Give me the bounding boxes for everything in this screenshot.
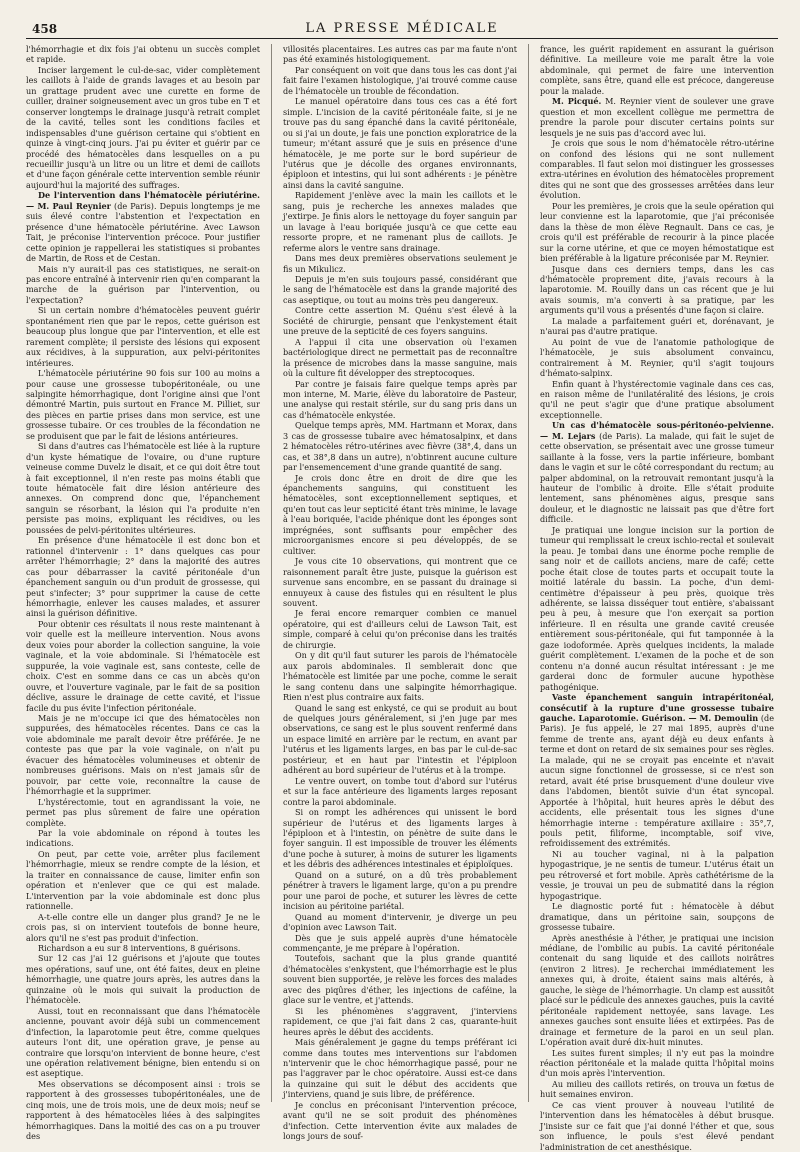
journal-page (26, 20, 778, 1152)
body-paragraph (540, 525, 774, 692)
text-column-1 (26, 44, 261, 1142)
paragraph-text: Aussi, tout en reconnaissant que dans l'hématocèle ancienne, pouvant avoir déjà subi un commencement d'infection, la laparotomie peut être, comme quelques auteurs l'ont dit, une opération grave, je pense au contraire que lorsqu'on intervient de bonne heure, c'est une opération relativement bénigne, bien entendu si on est aseptique. (26, 1005, 260, 1079)
paragraph-text: Quand le sang est enkysté, ce qui se produit au bout de quelques jours généralement, si j'en juge par mes observations, ce sang est le plus souvent renfermé dans un espace limité en arrière par le rectum, en avant par l'utérus et les ligaments larges, en bas par le cul-de-sac postérieur, et en haut par l'intestin et l'épiploon adhérent au bord supérieur de l'utérus et à la trompe. (283, 702, 517, 776)
paragraph-text: Si on rompt les adhérences qui unissent le bord supérieur de l'utérus et des ligaments larges à l'épiploon et à l'intestin, on pénètre de suite dans le foyer sanguin. Il est impossible de trouver les éléments d'une poche à suturer, à moins de suturer les ligaments et les débris des adhérences intestinales et épiploïques. (283, 807, 517, 870)
paragraph-text: Les suites furent simples; il n'y eut pas la moindre réaction péritonéale et la malade quitta l'hôpital moins d'un mois après l'intervention. (540, 1047, 774, 1079)
paragraph-text: Mes observations se décomposent ainsi : trois se rapportent à des grossesses tubopéritonéales, une de cinq mois, une de trois mois, une de deux mois; neuf se rapportent à des hématocèles liées à des salpingites hémorrhagiques. Dans la moitié des cas on a pu trouver des (26, 1078, 260, 1142)
body-paragraph (26, 619, 260, 713)
paragraph-text: Par contre je faisais faire quelque temps après par mon interne, M. Marie, élève du laboratoire de Pasteur, une analyse qui restait stérile, sur du sang pris dans un cas d'hématocèle enkystée. (283, 378, 517, 420)
section-paragraph (540, 692, 774, 849)
body-paragraph (540, 1079, 774, 1100)
page-header (26, 20, 778, 40)
paragraph-text: Je crois que sous le nom d'hématocèle rétro-utérine on confond des lésions qui ne sont nullement comparables. Il faut selon moi distinguer les grossesses extra-utérines en évolution des hématocèles proprement dites qui ne sont que des grossesses arrêtées dans leur évolution. (540, 138, 774, 201)
paragraph-text: Contre cette assertion M. Quénu s'est élevé à la Société de chirurgie, pensant que l'enkystement était une preuve de la septicité de ces foyers sanguins. (283, 305, 517, 337)
body-paragraph (283, 190, 517, 253)
paragraph-text: Je crois donc être en droit de dire que les épanchements sanguins, qui constituent les hématocèles, sont exceptionnellement septiques, et qu'en tout cas leur septicité étant très minime, le lavage à l'eau boriquée, l'acide phénique dont les éponges sont imprégnées, sont suffisants pour empêcher des microorganismes encore si peu développés, de se cultiver. (283, 472, 517, 556)
paragraph-text: Après anesthésie à l'éther, je pratiquai une incision médiane, de l'ombilic au pubis. La cavité péritonéale contenait du sang liquide et des caillots noirâtres (environ 2 litres). Je recherchai immédiatement les annexes qui, à droite, étaient sains mais altérés, à gauche, le siège de l'hémorrhagie. Un clamp est aussitôt placé sur le pédicule des annexes gauches, puis la cavité péritonéale rapidement nettoyée, sans lavage. Les annexes gauches sont ensuite liées et extirpées. Pas de drainage et fermeture de la paroi en un seul plan. L'opération avait duré dix-huit minutes. (540, 932, 774, 1048)
paragraph-text: Ni au toucher vaginal, ni à la palpation hypogastrique, je ne sentis de tumeur. L'utérus était un peu rétroversé et fort mobile. Après cathétérisme de la vessie, je trouvai un peu de submatité dans la région hypogastrique. (540, 848, 774, 901)
paragraph-text: Au point de vue de l'anatomie pathologique de l'hématocèle, je suis absolument convaincu, contrairement à M. Reynier, qu'il s'agit toujours d'hémato-salpinx. (540, 336, 774, 379)
paragraph-text: M. Reynier vient de soulever une grave question et mon excellent collègue me permettra de prendre la parole pour discuter certains points sur lesquels je ne suis pas d'accord avec lui. (540, 96, 774, 138)
body-paragraph (540, 379, 774, 421)
paragraph-text: Ce cas vient prouver à nouveau l'utilité de l'intervention dans les hématocèles à début brusque. J'insiste sur ce fait que j'ai donné l'éther et que, sous son influence, le pouls s'est élevé pendant l'administration de cet anesthésique. (540, 1099, 774, 1152)
paragraph-text: Mais généralement je gagne du temps préférant ici comme dans toutes mes interventions sur l'abdomen n'intervenir que le choc hémorrhagique passé, pour ne pas l'aggraver par le choc opératoire. Aussi est-ce dans la quinzaine qui suit le début des accidents que j'interviens, quand je suis libre, de préférence. (283, 1037, 517, 1100)
header-rule (26, 38, 778, 39)
body-paragraph (540, 138, 774, 201)
paragraph-text: Sur 12 cas j'ai 12 guérisons et j'ajoute que toutes mes opérations, sauf une, ont été faites, deux en pleine hémorrhagie, une quatre jours après, les autres dans la quinzaine où le mois qui suivait la production de l'hématocèle. (26, 953, 260, 1006)
body-paragraph (283, 608, 517, 650)
paragraph-text: Si dans d'autres cas l'hématocèle est liée à la rupture d'un kyste hématique de l'ovaire, ou d'une rupture veineuse comme Duvelz le disait, et ce qui doit être tout à fait exceptionnel, il n'en reste pas moins établi que toute hématocèle fait dire lésion antérieure des annexes. On comprend donc que, l'épanchement sanguin se résorbant, la lésion qui l'a produite n'en persiste pas moins, expliquant les récidives, ou les poussées de pelvi-péritonites ultérieures. (26, 441, 260, 535)
paragraph-text: On y dit qu'il faut suturer les parois de l'hématocèle aux parois abdominales. Il semblerait donc que l'hématocèle est limitée par une poche, comme le serait le sang contenu dans une salpingite hémorrhagique. Rien n'est plus contraire aux faits. (283, 650, 517, 703)
paragraph-text: Pour obtenir ces résultats il nous reste maintenant à voir quelle est la meilleure intervention. Nous avons deux voies pour aborder la collection sanguine, la voie vaginale, et la voie abdominale. Si l'hématocèle est suppurée, la voie vaginale est, sans conteste, celle de choix. C'est en somme dans ce cas un abcès qu'on ouvre, et l'ouverture vaginale, par le fait de sa position déclive, assure le drainage de cette cavité, et l'issue facile du pus évite l'infection péritonéale. (26, 618, 260, 713)
paragraph-text: Je ferai encore remarquer combien ce manuel opératoire, qui est d'ailleurs celui de Lawson Tait, est simple, comparé à celui qu'on préconise dans les traités de chirurgie. (283, 608, 517, 650)
body-paragraph (283, 556, 517, 608)
paragraph-text: Je conclus en préconisant l'intervention précoce, avant qu'il ne se soit produit des phénomènes d'infection. Cette intervention évite aux malades de longs jours de souf- (283, 1099, 517, 1142)
section-paragraph (540, 420, 774, 525)
body-paragraph (26, 912, 260, 943)
journal-title: LA PRESSE MÉDICALE (305, 21, 499, 36)
column-divider (271, 44, 272, 1102)
paragraph-text: Pour les premières, je crois que la seule opération qui leur convienne est la laparotomie, que j'ai préconisée dans la thèse de mon élève Regnault. Dans ce cas, je crois qu'il est préférable de recourir à la pince placée sur la corne utérine, et que ce moyen hémostatique est bien préférable à la ligature préconisée par M. Reynier. (540, 200, 774, 264)
body-paragraph (283, 473, 517, 557)
paragraph-text: Le diagnostic porté fut : hématocèle à début dramatique, dans un péritoine sain, soupçons de grossesse tubaire. (540, 901, 774, 933)
body-paragraph (26, 305, 260, 368)
body-paragraph (283, 96, 517, 190)
paragraph-text: Le manuel opératoire dans tous ces cas a été fort simple. L'incision de la cavité péritonéale faite, si je ne trouve pas du sang épanché dans la cavité péritonéale, ou si j'ai un doute, je fais une ponction exploratrice de la tumeur; m'étant assuré que je suis en présence d'une hématocèle, je me porte sur le bord supérieur de l'utérus que je décolle des organes environnants, épiploon et intestins, qui lui sont adhérents : je pénètre ainsi dans la cavité sanguine. (283, 96, 517, 190)
section-heading: Vaste épanchement sanguin intrapéritonéal, consécutif à la rupture d'une grossesse tubaire gauche. Laparotomie. Guérison. — M. Demoulin (540, 692, 774, 723)
section-paragraph (26, 190, 260, 263)
body-paragraph (283, 253, 517, 274)
paragraph-text: Toutefois, sachant que la plus grande quantité d'hématocèles s'enkystent, que l'hémorrhagie est le plus souvent bien supportée, je relève les forces des malades avec des piqûres d'éther, les injections de caféine, la glace sur le ventre, et j'attends. (283, 953, 517, 1006)
paragraph-text: En présence d'une hématocèle il est donc bon et rationnel d'intervenir : 1° dans quelques cas pour arrêter l'hémorrhagie; 2° dans la majorité des autres cas pour débarrasser la cavité péritonéale d'un épanchement sanguin ou d'un produit de grossesse, qui peut s'infecter; 3° pour supprimer la cause de cette hémorrhagie, enlever les causes malades, et assurer ainsi la guérison définitive. (26, 535, 260, 619)
body-paragraph (283, 1006, 517, 1037)
paragraph-text: france, les guérit rapidement en assurant la guérison définitive. La meilleure voie me paraît être la voie abdominale, qui permet de faire une intervention complète, sans être, quand elle est précoce, dangereuse pour la malade. (540, 44, 774, 96)
paragraph-text: L'hématocèle périutérine 90 fois sur 100 au moins a pour cause une grossesse tubopéritonéale, ou une salpingite hémorrhagique, dont l'origine ainsi que l'ont démontré Martin, puis surtout en France M. Pilliet, sur des pièces en partie prises dans mon service, est une grossesse tubaire. Or ces troubles de la fécondation ne se produisent que par le fait de lésions antérieures. (26, 368, 260, 441)
paragraph-text: A l'appui il cita une observation où l'examen bactériologique direct ne permettait pas de reconnaître la présence de microbes dans la masse sanguine, mais où la culture fit développer des streptocoques. (283, 336, 517, 379)
column-divider (528, 44, 529, 1102)
body-paragraph (283, 933, 517, 954)
body-paragraph (26, 65, 260, 190)
paragraph-text: villosités placentaires. Les autres cas par ma faute n'ont pas été examinés histologiquement. (283, 44, 517, 65)
body-paragraph (26, 797, 260, 828)
body-paragraph (283, 337, 517, 379)
paragraph-text: (de Paris). Je fus appelé, le 27 mai 1895, auprès d'une femme de trente ans, ayant déjà eu deux enfants à terme et dont on retard de six semaines pour ses règles. La malade, qui ne se croyait pas enceinte et n'avait aucun signe fonctionnel de grossesse, si ce n'est son retard, avait été prise brusquement d'une douleur vive dans l'abdomen, bientôt suivie d'un état syncopal. Apportée à l'hôpital, huit heures après le début des accidents, elle présentait tous les signes d'une hémorrhagie interne : température axillaire : 35°,7, pouls petit, filiforme, incomptable, soif vive, refroidissement des extrémités. (540, 713, 775, 849)
body-paragraph (26, 1006, 260, 1079)
body-paragraph (26, 44, 260, 65)
paragraph-text: Quelque temps après, MM. Hartmann et Morax, dans 3 cas de grossesse tubaire avec hématosalpinx, et dans 2 hématocèles rétro-utérines avec fièvre (38°,4, dans un cas, et 38°,8 dans un autre), n'obtinrent aucune culture par l'ensemencement d'une grande quantité de sang. (283, 420, 517, 473)
paragraph-text: La malade a parfaitement guéri et, dorénavant, je n'aurai pas d'autre pratique. (540, 315, 774, 337)
body-paragraph (283, 274, 517, 305)
body-paragraph (540, 264, 774, 316)
paragraph-text: L'hystérectomie, tout en agrandissant la voie, ne permet pas plus sûrement de faire une opération complète. (26, 796, 260, 828)
body-paragraph (540, 337, 774, 379)
body-paragraph (26, 441, 260, 535)
body-paragraph (283, 44, 517, 65)
body-paragraph (26, 953, 260, 1005)
paragraph-text: l'hémorrhagie et dix fois j'ai obtenu un succès complet et rapide. (26, 44, 260, 65)
body-paragraph (540, 1048, 774, 1079)
paragraph-text: (de Paris). La malade, qui fait le sujet de cette observation, se présentait avec une grosse tumeur saillante à la fosse, vers la partie inférieure, bombant dans le vagin et sur le côté correspondant du rectum; au palper abdominal, on la retrouvait remontant jusqu'à la hauteur de l'ombilic à droite. Elle s'était produite lentement, sans phénomènes aigus, presque sans douleur, et le diagnostic ne laissait pas que d'être fort difficile. (540, 430, 775, 525)
paragraph-text: Depuis je m'en suis toujours passé, considérant que le sang de l'hématocèle est dans la grande majorité des cas aseptique, ou tout au moins très peu dangereux. (283, 273, 517, 305)
paragraph-text: Par conséquent on voit que dans tous les cas dont j'ai fait faire l'examen histologique, j'ai trouvé comme cause de l'hématocèle un trouble de fécondation. (283, 64, 517, 96)
body-paragraph (283, 379, 517, 421)
body-paragraph (283, 912, 517, 933)
body-paragraph (540, 44, 774, 96)
body-paragraph (283, 305, 517, 336)
text-column-3 (540, 44, 775, 1152)
paragraph-text: Jusque dans ces derniers temps, dans les cas d'hématocèle proprement dite, j'avais recours à la laparotomie. M. Rouilly dans un cas récent que je lui avais soumis, m'a converti à sa pratique, par les arguments qu'il vous a présentés d'une façon si claire. (540, 263, 774, 316)
paragraph-text: Je pratiquai une longue incision sur la portion de tumeur qui remplissait le creux ischio-rectal et soulevait la peau. Je tombai dans une énorme poche remplie de sang noir et de caillots anciens, mare de café; cette poche était close de toutes parts et occupait toute la moitié latérale du bassin. La poche, d'un demi-centimètre d'épaisseur à peu près, quoique très adhérente, se laissa disséquer tout entière, s'abaissant peu à peu, à mesure que l'on exerçait sa portion inférieure. Il en résulta une grande cavité creusée entièrement sous-péritonéale, qui fut tamponnée à la gaze iodoformée. Après quelques incidents, la malade guérit complètement. L'examen de la poche et de son contenu n'a donné aucun résultat intéressant : je me garderai donc de formuler aucune hypothèse pathogénique. (540, 524, 774, 692)
section-paragraph (540, 96, 774, 138)
body-paragraph (283, 650, 517, 702)
paragraph-text: Inciser largement le cul-de-sac, vider complètement les caillots à l'aide de grands lavages et au besoin par un grattage prudent avec une curette en forme de cuiller, drainer soigneusement avec un gros tube en T et conserver longtemps le drainage jusqu'à retrait complet de la cavité, telles sont les conditions faciles et indispensables d'une guérison certaine qui s'obtient en quinze à vingt-cinq jours. J'ai pu éviter et guérir par ce procédé des hématocèles dans lesquelles on a pu recueillir jusqu'à un litre ou un litre et demi de caillots et d'une façon générale cette intervention semble réunir aujourd'hui la majorité des suffrages. (26, 64, 260, 190)
body-paragraph (540, 849, 774, 901)
paragraph-text: Je vous cite 10 observations, qui montrent que ce raisonnement paraît être juste, puisque la guérison est survenue sans encombre, en se passant du drainage si ennuyeux à cause des fistules qui en résultent le plus souvent. (283, 556, 517, 609)
paragraph-text: Mais je ne m'occupe ici que des hématocèles non suppurées, des hématocèles récentes. Dans ce cas la voie abdominale me paraît devoir être préférée. Je ne conteste pas que par la voie vaginale, on n'ait pu évacuer des hématocèles volumineuses et obtenir de nombreuses guérisons. Mais on n'est jamais sûr de pouvoir, par cette voie, reconnaître la cause de l'hémorrhagie et la supprimer. (26, 713, 260, 797)
page-number: 458 (32, 22, 58, 36)
body-paragraph (26, 368, 260, 441)
body-paragraph (283, 1100, 517, 1142)
body-paragraph (26, 713, 260, 797)
body-paragraph (283, 776, 517, 807)
body-paragraph (540, 933, 774, 1048)
paragraph-text: Le ventre ouvert, on tombe tout d'abord sur l'utérus et sur la face antérieure des ligaments larges reposant contre la paroi abdominale. (283, 775, 517, 807)
paragraph-text: (de Paris). Depuis longtemps je me suis élevé contre l'abstention et l'expectation en présence d'une hématocèle périutérine. Avec Lawson Tait, je préconise l'intervention précoce. Pour justifier cette opinion je rappellerai les statistiques si probantes de Martin, de Ross et de Cestan. (26, 200, 261, 264)
paragraph-text: Si les phénomènes s'aggravent, j'interviens rapidement, ce que j'ai fait dans 2 cas, quarante-huit heures après le début des accidents. (283, 1005, 517, 1037)
text-column-2 (283, 44, 517, 1142)
body-paragraph (26, 1079, 260, 1142)
body-paragraph (26, 264, 260, 306)
paragraph-text: Par la voie abdominale on répond à toutes les indications. (26, 827, 260, 849)
body-paragraph (540, 1100, 774, 1152)
body-paragraph (283, 703, 517, 776)
section-heading: De l'intervention dans l'hématocèle périutérine. — M. Paul Reynier (26, 190, 260, 211)
section-heading: M. Picqué. (552, 96, 602, 107)
paragraph-text: Dans mes deux premières observations seulement je fis un Mikulicz. (283, 253, 517, 274)
body-paragraph (540, 901, 774, 932)
body-paragraph (26, 828, 260, 849)
body-paragraph (283, 65, 517, 96)
paragraph-text: Dès que je suis appelé auprès d'une hématocèle commençante, je me prépare à l'opération. (283, 932, 517, 953)
paragraph-text: Richardson a eu sur 8 interventions, 8 guérisons. (38, 942, 241, 953)
paragraph-text: Enfin quant à l'hystérectomie vaginale dans ces cas, en raison même de l'unilatéralité des lésions, je crois qu'il ne peut s'agir que d'une pratique absolument exceptionnelle. (540, 378, 774, 420)
body-paragraph (540, 316, 774, 337)
body-paragraph (283, 870, 517, 912)
body-paragraph (540, 201, 774, 264)
body-paragraph (283, 420, 517, 472)
paragraph-text: Rapidement j'enlève avec la main les caillots et le sang, puis je recherche les annexes malades que j'extirpe. Je finis alors le nettoyage du foyer sanguin par un lavage à l'eau boriquée jusqu'à ce que cette eau ressorte propre, et ne ramenant plus de caillots. Je referme alors le ventre sans drainage. (283, 190, 517, 253)
paragraph-text: A-t-elle contre elle un danger plus grand? Je ne le crois pas, si on intervient toutefois de bonne heure, alors qu'il ne s'est pas produit d'infection. (26, 911, 260, 943)
section-heading: Un cas d'hématocèle sous-péritonéo-pelvienne. — M. Lejars (540, 420, 774, 441)
paragraph-text: Au milieu des caillots retirés, on trouva un fœtus de huit semaines environ. (540, 1078, 774, 1100)
body-paragraph (26, 943, 260, 953)
paragraph-text: On peut, par cette voie, arrêter plus facilement l'hémorrhagie, mieux se rendre compte de la lésion, et la traiter en connaissance de cause, limiter enfin son opération et n'enlever que ce qui est malade. L'intervention par la voie abdominale est donc plus rationnelle. (26, 848, 260, 912)
body-paragraph (283, 807, 517, 870)
body-paragraph (283, 953, 517, 1005)
paragraph-text: Quand au moment d'intervenir, je diverge un peu d'opinion avec Lawson Tait. (283, 911, 517, 933)
body-paragraph (26, 535, 260, 619)
paragraph-text: Quand on a suturé, on a dû très probablement pénétrer à travers le ligament large, qu'on a pu prendre pour une paroi de poche, et suturer les lèvres de cette incision au péritoine pariétal. (283, 869, 517, 912)
body-paragraph (26, 849, 260, 912)
paragraph-text: Mais n'y aurait-il pas ces statistiques, ne serait-on pas encore entraîné à intervenir rien qu'en comparant la marche de la guérison par l'intervention, ou l'expectation? (26, 263, 260, 305)
body-paragraph (283, 1037, 517, 1100)
paragraph-text: Si un certain nombre d'hématocèles peuvent guérir spontanément rien que par le repos, cette guérison est beaucoup plus longue que par l'intervention, et elle est rarement complète; il persiste des lésions qui exposent aux récidives, à la suppuration, aux pelvi-péritonites intérieures. (26, 305, 260, 368)
